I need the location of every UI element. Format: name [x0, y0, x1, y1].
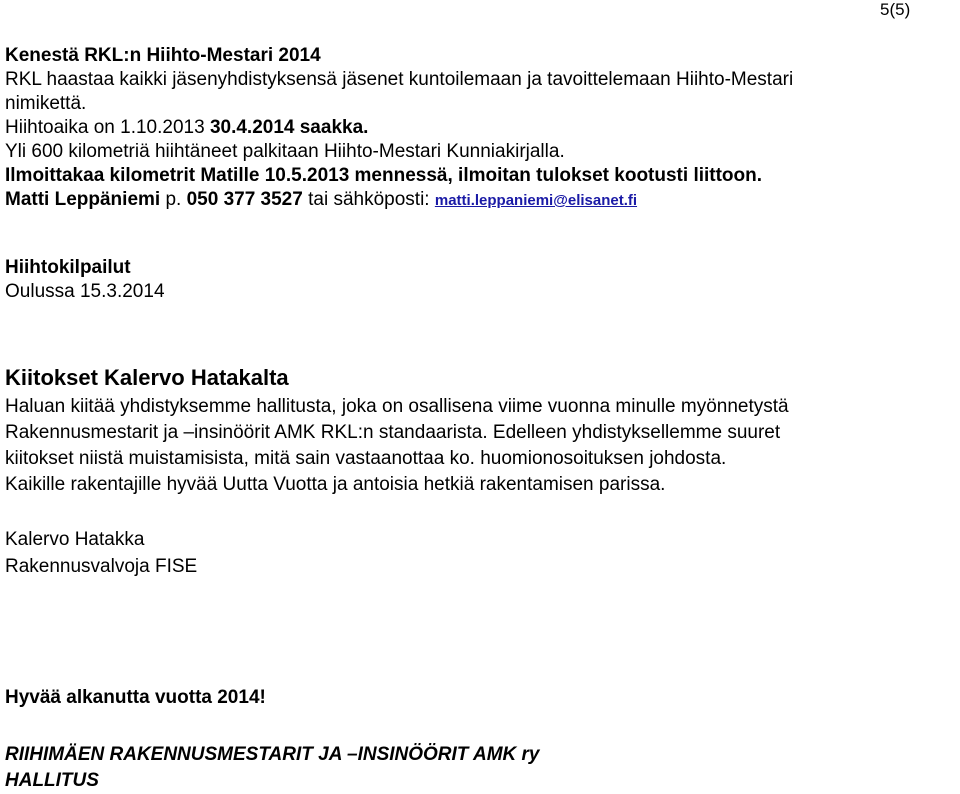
organization-name: RIIHIMÄEN RAKENNUSMESTARIT JA –INSINÖÖRIT AMK ry	[5, 744, 540, 765]
thanks-line-4: Kaikille rakentajille hyvää Uutta Vuotta ja antoisia hetkiä rakentamisen parissa.	[5, 474, 666, 495]
rkl-line-3	[5, 116, 793, 140]
rkl-section	[5, 44, 793, 213]
rkl-line-2: nimikettä.	[5, 93, 87, 114]
thanks-heading: Kiitokset Kalervo Hatakalta	[5, 365, 289, 390]
thanks-section	[5, 364, 789, 498]
rkl-line-4: Yli 600 kilometriä hiihtäneet palkitaan Hiihto-Mestari Kunniakirjalla.	[5, 141, 565, 162]
ski-competition-place: Oulussa 15.3.2014	[5, 281, 165, 302]
contact-email-link[interactable]: matti.leppaniemi@elisanet.fi	[434, 192, 638, 209]
rkl-line-5: Ilmoittakaa kilometrit Matille 10.5.2013 mennessä, ilmoitan tulokset kootusti liittoon.	[5, 165, 763, 186]
signature-section	[5, 526, 197, 580]
rkl-line-1: RKL haastaa kaikki jäsenyhdistyksensä jäsenet kuntoilemaan ja tavoittelemaan Hiihto-Mestari	[5, 69, 794, 90]
thanks-line-3: kiitokset niistä muistamisista, mitä sain vastaanottaa ko. huomionosoituksen johdosta.	[5, 448, 727, 469]
new-year-greeting: Hyvää alkanutta vuotta 2014!	[5, 687, 266, 708]
contact-name: Matti Leppäniemi	[5, 189, 161, 210]
signature-name: Kalervo Hatakka	[5, 529, 145, 550]
ski-competition-heading: Hiihtokilpailut	[5, 257, 131, 278]
ski-competition-section	[5, 256, 165, 304]
thanks-line-1: Haluan kiitää yhdistyksemme hallitusta, joka on osallisena viime vuonna minulle myönnetystä	[5, 396, 789, 417]
closing-section	[5, 742, 540, 794]
contact-phone-prefix: p.	[160, 189, 187, 210]
signature-title: Rakennusvalvoja FISE	[5, 556, 198, 577]
greeting-section	[5, 686, 266, 710]
rkl-line-6	[5, 188, 793, 213]
board-name: HALLITUS	[5, 770, 99, 791]
rkl-heading: Kenestä RKL:n Hiihto-Mestari 2014	[5, 45, 321, 66]
contact-phone: 050 377 3527	[186, 189, 303, 210]
page-number: 5(5)	[880, 0, 911, 19]
ski-period-end: 30.4.2014 saakka.	[209, 117, 369, 138]
thanks-line-2: Rakennusmestarit ja –insinöörit AMK RKL:n standaarista. Edelleen yhdistyksellemme suuret	[5, 422, 781, 443]
ski-period-label: Hiihtoaika on 1.10.2013	[5, 117, 210, 138]
contact-email-label: tai sähköposti:	[302, 189, 435, 210]
